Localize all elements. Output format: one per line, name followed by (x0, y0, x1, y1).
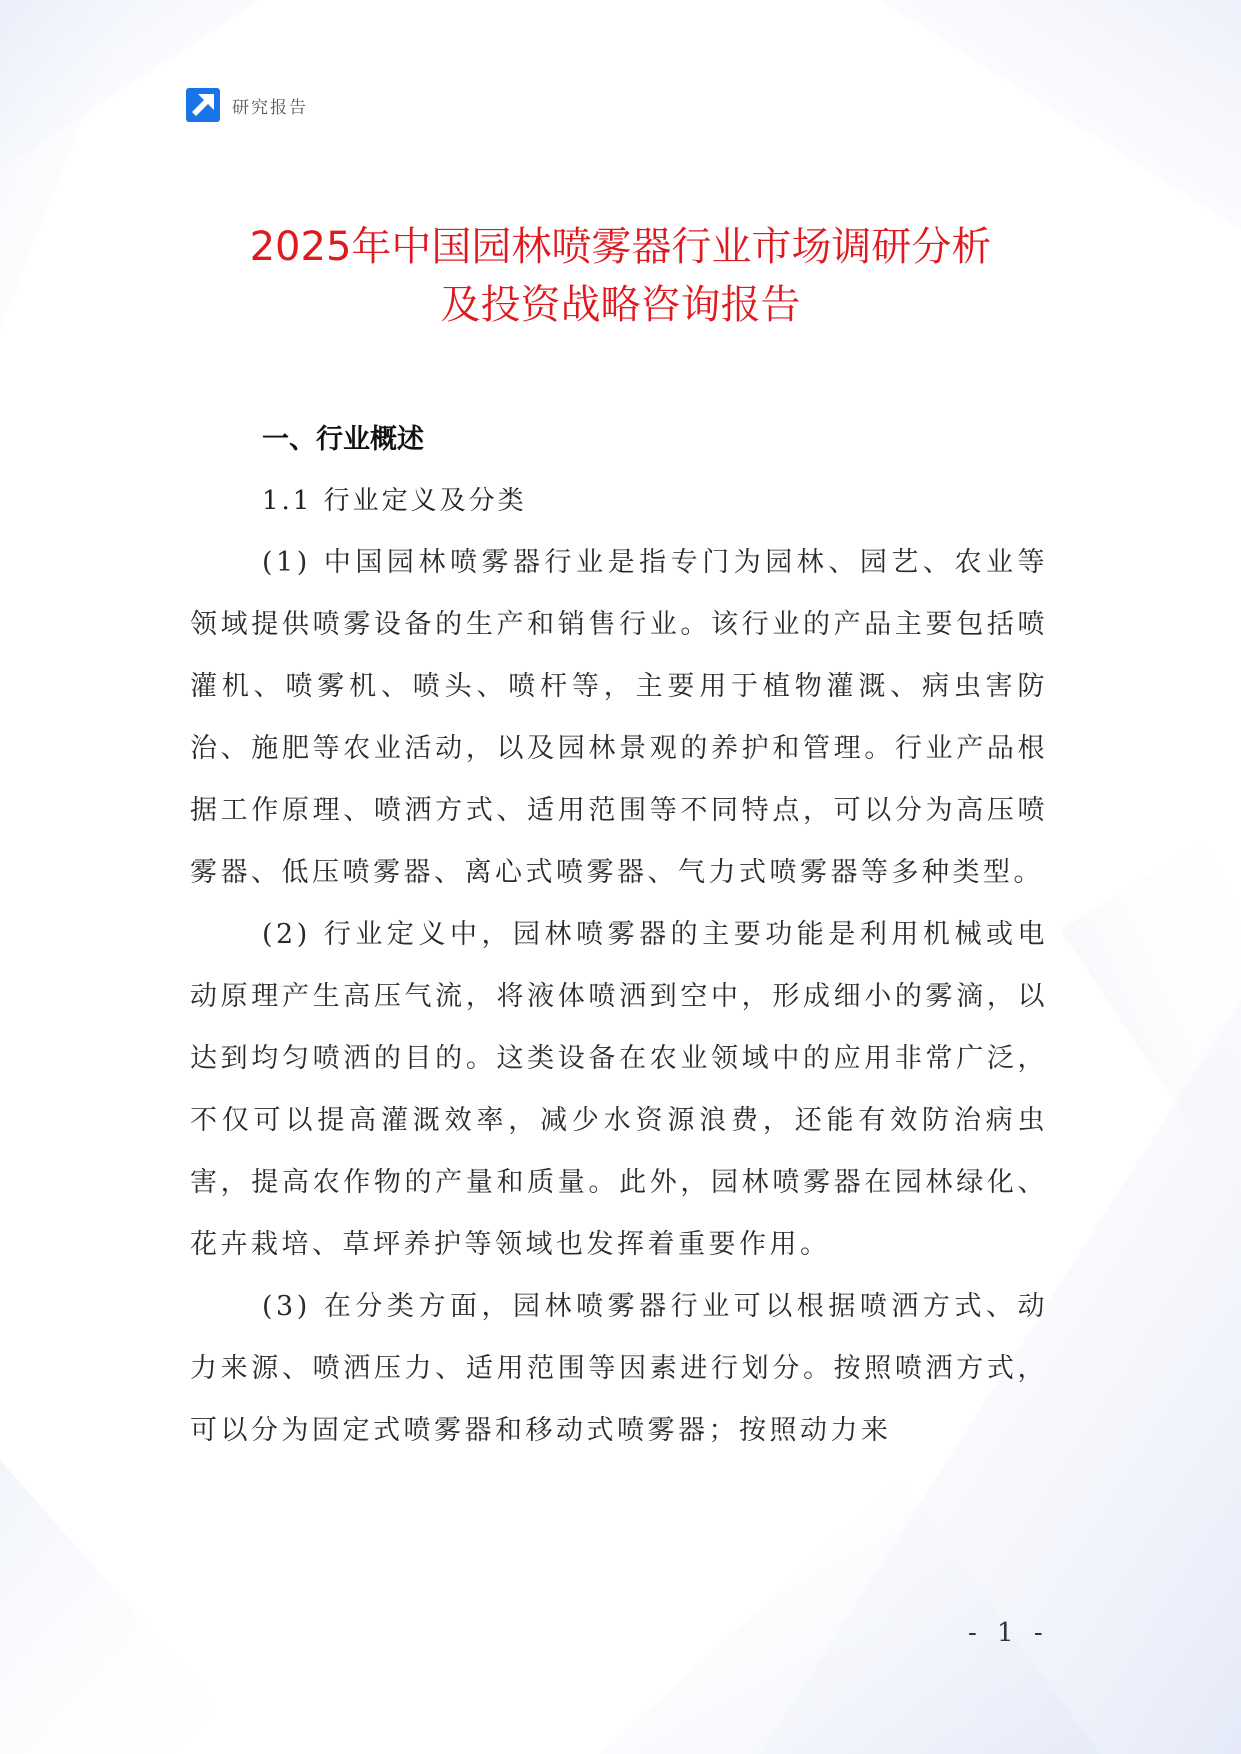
report-body (190, 410, 1048, 1462)
paragraph-3: (3) 在分类方面，园林喷雾器行业可以根据喷洒方式、动力来源、喷洒压力、适用范围等因素进行划分。按照喷洒方式，可以分为固定式喷雾器和移动式喷雾器；按照动力来 (190, 1291, 1048, 1446)
title-line-1: 2025年中国园林喷雾器行业市场调研分析 (249, 224, 992, 270)
title-line-2: 及投资战略咨询报告 (440, 282, 801, 328)
paragraph-1: (1) 中国园林喷雾器行业是指专门为园林、园艺、农业等领域提供喷雾设备的生产和销售行业。该行业的产品主要包括喷灌机、喷雾机、喷头、喷杆等，主要用于植物灌溉、病虫害防治、施肥等农业活动，以及园林景观的养护和管理。行业产品根据工作原理、喷洒方式、适用范围等不同特点，可以分为高压喷雾器、低压喷雾器、离心式喷雾器、气力式喷雾器等多种类型。 (190, 547, 1048, 888)
paragraph-2: (2) 行业定义中，园林喷雾器的主要功能是利用机械或电动原理产生高压气流，将液体喷洒到空中，形成细小的雾滴，以达到均匀喷洒的目的。这类设备在农业领域中的应用非常广泛，不仅可以提高灌溉效率，减少水资源浪费，还能有效防治病虫害，提高农作物的产量和质量。此外，园林喷雾器在园林绿化、花卉栽培、草坪养护等领域也发挥着重要作用。 (190, 919, 1048, 1260)
report-header (186, 88, 308, 122)
subsection-heading: 1.1 行业定义及分类 (262, 486, 527, 516)
section-heading: 一、行业概述 (262, 424, 424, 455)
arrow-logo-icon (186, 88, 220, 122)
page-number: - 1 - (968, 1618, 1049, 1648)
header-label: 研究报告 (232, 97, 308, 118)
report-title (120, 218, 1121, 334)
